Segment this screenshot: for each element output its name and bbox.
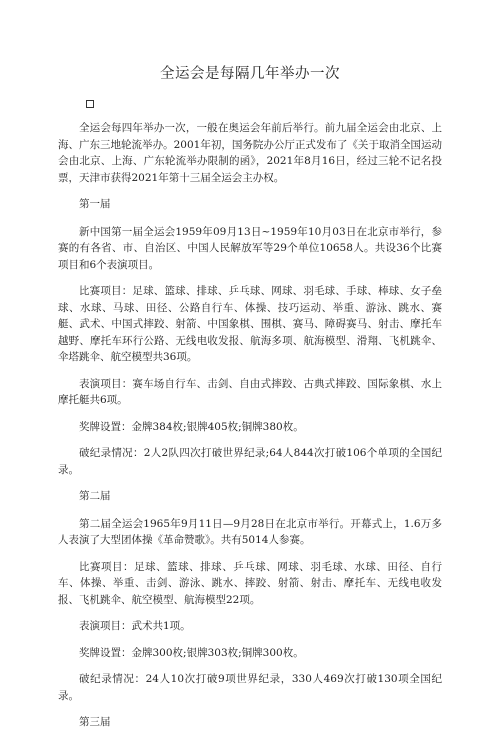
second-events: 比赛项目：足球、篮球、排球、乒乓球、网球、羽毛球、水球、田径、自行车、体操、举重、击剑、游泳、跳水、摔跤、射箭、射击、摩托车、无线电收发报、飞机跳伞、航空模型、航海模型22项。: [58, 560, 442, 606]
section-heading-second: 第二届: [79, 490, 111, 502]
first-summary: 新中国第一届全运会1959年09月13日~1959年10月03日在北京市举行，参赛的有各省、市、自治区、中国人民解放军等29个单位10658人。共设36个比赛项目和6个表演项目。: [58, 225, 442, 271]
section-heading-first: 第一届: [79, 198, 111, 210]
checkbox-icon: [86, 100, 94, 108]
second-demo-events: 表演项目：武术共1项。: [79, 620, 191, 632]
second-records: 破纪录情况：24人10次打破9项世界纪录，330人469次打破130项全国纪录。: [58, 673, 442, 702]
second-medals: 奖牌设置：金牌300枚;银牌303枚;铜牌300枚。: [79, 646, 304, 659]
page-title: 全运会是每隔几年举办一次: [160, 66, 340, 82]
first-demo-events: 表演项目：赛车场自行车、击剑、自由式摔跤、古典式摔跤、国际象棋、水上摩托艇共6项。: [58, 377, 442, 406]
first-events: 比赛项目：足球、篮球、排球、乒乓球、网球、羽毛球、手球、棒球、女子垒球、水球、马球、田径、公路自行车、体操、技巧运动、举重、游泳、跳水、赛艇、武术、中国式摔跤、射箭、中国象棋、围棋、赛马、障碍赛马、射击、摩托车越野、摩托车环行公路、无线电收发报、航海多项、航海模型、滑翔、飞机跳伞、伞塔跳伞、航空模型共36项。: [58, 285, 442, 363]
second-summary: 第二届全运会1965年9月11日—9月28日在北京市举行。开幕式上，1.6万多人表演了大型团体操《革命赞歌》。共有5014人参赛。: [58, 517, 442, 546]
first-records: 破纪录情况：2人2队四次打破世界纪录;64人844次打破106个单项的全国纪录。: [58, 447, 442, 476]
first-medals: 奖牌设置：金牌384枚;银牌405枚;铜牌380枚。: [79, 420, 304, 433]
intro-paragraph: 全运会每四年举办一次，一般在奥运会年前后举行。前九届全运会由北京、上海、广东三地轮流举办。2001年初，国务院办公厅正式发布了《关于取消全国运动会由北京、上海、广东轮流举办限制的函》，2021年8月16日，经过三轮不记名投票，天津市获得2021年第十三届全运会主办权。: [58, 122, 442, 184]
section-heading-third: 第三届: [79, 716, 111, 728]
